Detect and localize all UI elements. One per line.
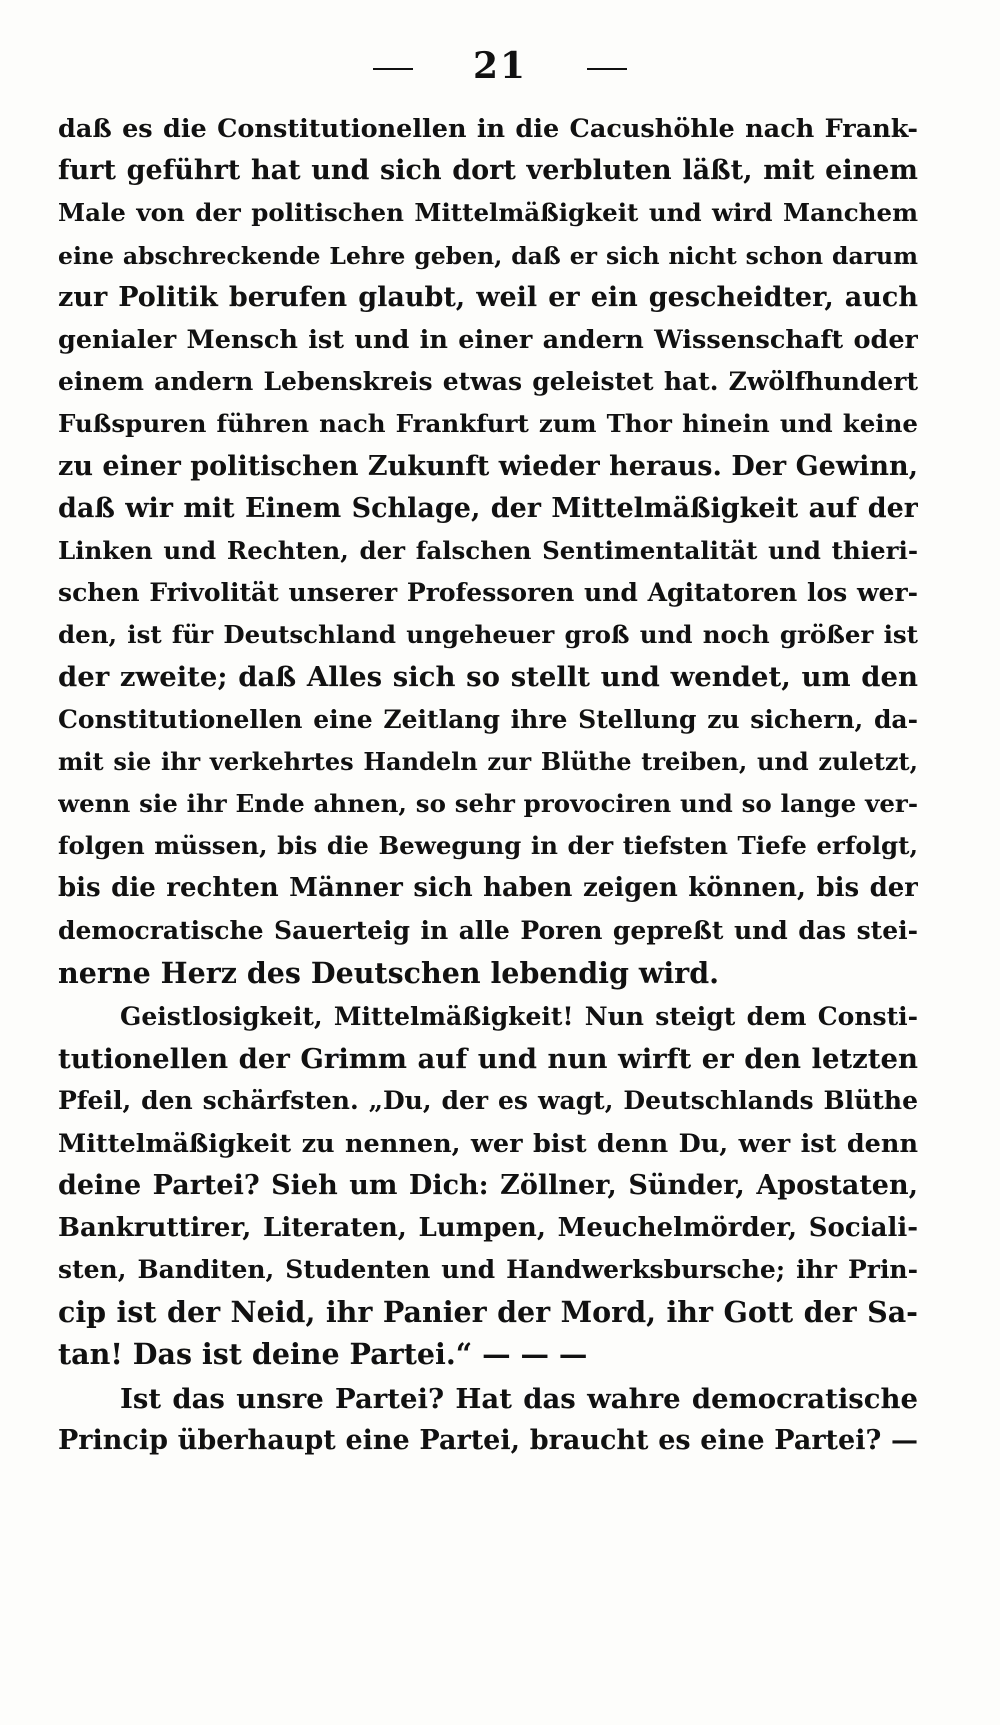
body-text [58, 108, 918, 1462]
text-line: Bankruttirer, Literaten, Lumpen, Meuchelmörder, Sociali- [58, 1212, 918, 1243]
text-line: Pfeil, den schärfsten. „Du, der es wagt, Deutschlands Blüthe [58, 1086, 918, 1116]
text-line: zu einer politischen Zukunft wieder heraus. Der Gewinn, [58, 450, 918, 482]
text-line: tan! Das ist deine Partei.“ — — — [58, 1337, 588, 1372]
text-line: eine abschreckende Lehre geben, daß er sich nicht schon darum [58, 241, 918, 270]
text-line: cip ist der Neid, ihr Panier der Mord, ihr Gott der Sa- [58, 1295, 918, 1330]
text-line: genialer Mensch ist und in einer andern Wissenschaft oder [58, 324, 918, 355]
text-line: schen Frivolität unserer Professoren und Agitatoren los wer- [58, 578, 918, 608]
text-line: einem andern Lebenskreis etwas geleistet hat. Zwölfhundert [58, 367, 918, 397]
page-number: 21 [472, 45, 528, 87]
header-dash-left [373, 68, 413, 70]
text-line: Linken und Rechten, der falschen Sentimentalität und thieri- [58, 535, 918, 565]
text-line: den, ist für Deutschland ungeheuer groß und noch größer ist [58, 620, 918, 650]
text-line: sten, Banditen, Studenten und Handwerksbursche; ihr Prin- [58, 1255, 918, 1285]
text-line: democratische Sauerteig in alle Poren gepreßt und das stei- [58, 915, 918, 945]
text-line: folgen müssen, bis die Bewegung in der tiefsten Tiefe erfolgt, [58, 831, 918, 861]
text-line: Princip überhaupt eine Partei, braucht es eine Partei? — [58, 1424, 918, 1456]
text-line: Constitutionellen eine Zeitlang ihre Stellung zu sichern, da- [58, 704, 918, 734]
text-line: Male von der politischen Mittelmäßigkeit und wird Manchem [58, 198, 918, 228]
text-line: furt geführt hat und sich dort verbluten läßt, mit einem [58, 155, 918, 187]
text-line: der zweite; daß Alles sich so stellt und wendet, um den [58, 661, 918, 694]
text-line: daß es die Constitutionellen in die Cacushöhle nach Frank- [58, 114, 918, 144]
text-line: zur Politik berufen glaubt, weil er ein gescheidter, auch [58, 281, 918, 313]
text-line: wenn sie ihr Ende ahnen, so sehr provociren und so lange ver- [58, 789, 918, 818]
text-line: daß wir mit Einem Schlage, der Mittelmäßigkeit auf der [58, 492, 918, 524]
text-line: nerne Herz des Deutschen lebendig wird. [58, 955, 720, 990]
text-line: Mittelmäßigkeit zu nennen, wer bist denn Du, wer ist denn [58, 1128, 918, 1159]
text-line: mit sie ihr verkehrtes Handeln zur Blüthe treiben, und zuletzt, [58, 746, 918, 776]
text-line: tutionellen der Grimm auf und nun wirft er den letzten [58, 1043, 918, 1076]
page-header [0, 45, 1000, 87]
text-line: bis die rechten Männer sich haben zeigen können, bis der [58, 873, 918, 904]
paragraph-first-line: Ist das unsre Partei? Hat das wahre democratische [120, 1382, 918, 1415]
paragraph-first-line: Geistlosigkeit, Mittelmäßigkeit! Nun steigt dem Consti- [120, 1001, 918, 1031]
header-dash-right [587, 68, 627, 70]
text-line: Fußspuren führen nach Frankfurt zum Thor hinein und keine [58, 409, 918, 439]
text-line: deine Partei? Sieh um Dich: Zöllner, Sünder, Apostaten, [58, 1169, 918, 1201]
